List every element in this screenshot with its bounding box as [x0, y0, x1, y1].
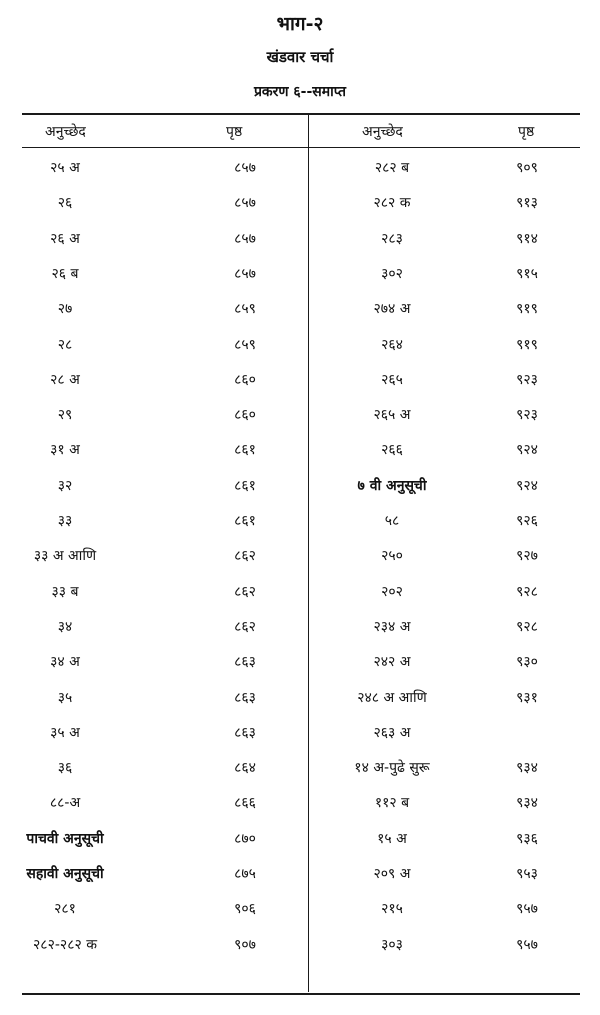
right-page-cell: ९१३ [516, 195, 538, 211]
right-article-cell: २४८ अ आणि [357, 690, 427, 706]
right-page-header: पृष्ठ [518, 124, 535, 140]
left-page-cell: ८७५ [234, 866, 256, 882]
right-article-cell: २८३ [381, 231, 403, 247]
left-article-cell: ३६ [57, 760, 73, 776]
right-article-cell: २८२ ब [374, 160, 410, 176]
right-article-cell: २६४ [381, 337, 403, 353]
right-article-cell: १४ अ-पुढे सुरू [354, 760, 430, 776]
right-article-cell: २१५ [381, 901, 403, 917]
right-page-cell: ९२७ [516, 548, 538, 564]
right-page-cell: ९२८ [516, 584, 538, 600]
right-article-cell: २६५ अ [373, 407, 411, 423]
right-page-cell: ९२३ [516, 372, 538, 388]
left-article-cell: २६ ब [51, 266, 79, 282]
left-page-cell: ८६२ [234, 619, 256, 635]
left-article-cell: ३३ अ आणि [33, 548, 97, 564]
left-article-cell: २६ [57, 195, 73, 211]
right-page-cell: ९३४ [516, 795, 538, 811]
left-article-cell: ३४ [57, 619, 73, 635]
left-article-cell: २९ [57, 407, 73, 423]
left-page-cell: ८६१ [234, 513, 256, 529]
right-page-cell: ९२८ [516, 619, 538, 635]
left-page-cell: ८५९ [234, 301, 256, 317]
left-page-cell: ८६१ [234, 478, 256, 494]
right-article-cell: २५० [381, 548, 403, 564]
left-article-cell: ३२ [57, 478, 73, 494]
right-article-cell: ११२ ब [374, 795, 410, 811]
right-article-cell: ५८ [384, 513, 400, 529]
left-page-cell: ८६३ [234, 690, 256, 706]
right-article-cell: १५ अ [377, 831, 407, 847]
left-page-cell: ९०६ [234, 901, 256, 917]
right-page-cell: ९१९ [516, 337, 538, 353]
left-article-cell: २६ अ [50, 231, 80, 247]
right-article-cell: २३४ अ [373, 619, 411, 635]
bottom-rule [22, 993, 580, 995]
header-rule [22, 147, 580, 148]
left-article-cell: ३३ ब [51, 584, 79, 600]
section-heading: प्रकरण ६--समाप्त [253, 84, 347, 100]
left-article-cell: ३३ [57, 513, 73, 529]
left-article-cell: २७ [57, 301, 73, 317]
left-page-cell: ८५७ [234, 160, 256, 176]
left-article-cell: ८८-अ [49, 795, 81, 811]
left-article-cell: २८१ [54, 901, 76, 917]
top-rule [22, 113, 580, 115]
left-page-cell: ८६० [234, 407, 256, 423]
right-article-cell: २६६ [381, 442, 403, 458]
right-article-cell: २०२ [381, 584, 403, 600]
left-article-cell: सहावी अनुसूची [26, 866, 104, 882]
page-subtitle: खंडवार चर्चा [266, 48, 334, 66]
left-article-cell: ३५ अ [50, 725, 80, 741]
right-page-cell: ९३० [516, 654, 538, 670]
right-page-cell: ९३४ [516, 760, 538, 776]
left-page-cell: ८६२ [234, 584, 256, 600]
left-page-cell: ८५९ [234, 337, 256, 353]
left-page-cell: ८६६ [234, 795, 256, 811]
right-article-cell: ३०२ [381, 266, 403, 282]
right-page-cell: ९०९ [516, 160, 538, 176]
left-article-cell: २५ अ [50, 160, 80, 176]
right-page-cell: ९२६ [516, 513, 538, 529]
left-article-header: अनुच्छेद [45, 124, 86, 140]
left-article-cell: ३५ [57, 690, 73, 706]
left-article-cell: ३१ अ [50, 442, 80, 458]
right-article-cell: २४२ अ [373, 654, 411, 670]
right-page-cell: ९३६ [516, 831, 538, 847]
left-page-cell: ८६३ [234, 654, 256, 670]
left-page-cell: ८५७ [234, 266, 256, 282]
right-article-cell: ३०३ [381, 937, 403, 953]
right-page-cell: ९१५ [516, 266, 538, 282]
right-article-cell: २६३ अ [373, 725, 411, 741]
left-article-cell: २८ [57, 337, 73, 353]
left-page-cell: ८७० [234, 831, 256, 847]
right-page-cell: ९३१ [516, 690, 538, 706]
right-article-header: अनुच्छेद [362, 124, 403, 140]
left-article-cell: पाचवी अनुसूची [26, 831, 104, 847]
left-article-cell: ३४ अ [50, 654, 80, 670]
right-article-cell: २८२ क [373, 195, 411, 211]
left-page-cell: ८६२ [234, 548, 256, 564]
column-divider [308, 115, 309, 992]
left-page-cell: ८५७ [234, 231, 256, 247]
right-page-cell: ९५३ [516, 866, 538, 882]
right-article-cell: ७ वी अनुसूची [357, 478, 427, 494]
left-article-cell: २८२-२८२ क [33, 937, 97, 953]
left-page-cell: ९०७ [234, 937, 256, 953]
right-page-cell: ९२४ [516, 478, 538, 494]
left-article-cell: २८ अ [50, 372, 80, 388]
left-page-cell: ८६१ [234, 442, 256, 458]
right-page-cell: ९५७ [516, 901, 538, 917]
left-page-header: पृष्ठ [226, 124, 243, 140]
page-title: भाग-२ [276, 13, 324, 35]
left-page-cell: ८६४ [234, 760, 256, 776]
right-article-cell: २०९ अ [373, 866, 411, 882]
right-page-cell: ९२३ [516, 407, 538, 423]
left-page-cell: ८६३ [234, 725, 256, 741]
right-page-cell: ९१४ [516, 231, 538, 247]
right-article-cell: २७४ अ [373, 301, 411, 317]
right-page-cell: ९२४ [516, 442, 538, 458]
left-page-cell: ८५७ [234, 195, 256, 211]
right-page-cell: ९५७ [516, 937, 538, 953]
right-page-cell: ९१९ [516, 301, 538, 317]
right-article-cell: २६५ [381, 372, 403, 388]
left-page-cell: ८६० [234, 372, 256, 388]
